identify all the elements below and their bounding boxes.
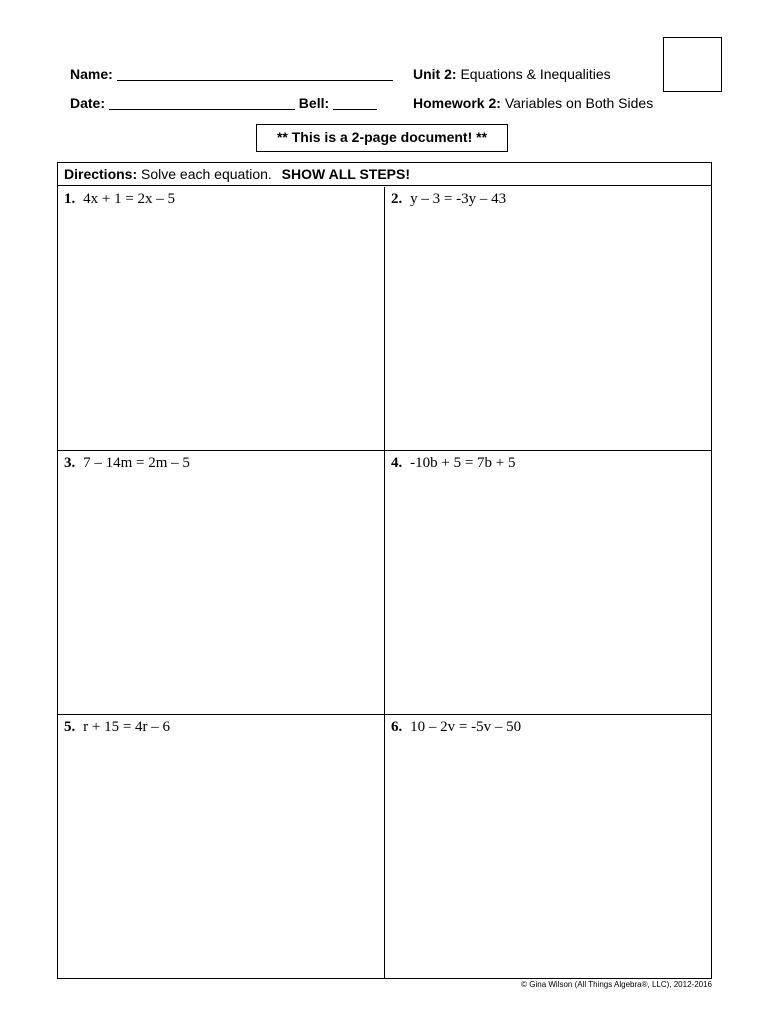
- homework-title: [413, 95, 653, 111]
- bell-blank[interactable]: [333, 95, 377, 110]
- homework-label: Homework 2:: [413, 95, 501, 111]
- score-box[interactable]: [663, 37, 722, 92]
- unit-title: [413, 66, 611, 82]
- date-label: Date:: [70, 95, 106, 111]
- directions-emphasis: SHOW ALL STEPS!: [281, 166, 411, 182]
- homework-text: Variables on Both Sides: [504, 95, 654, 111]
- problem-number: 5.: [64, 719, 76, 735]
- problem-number: 3.: [64, 455, 76, 471]
- problem-cell-2[interactable]: [385, 187, 711, 450]
- directions: [58, 163, 711, 186]
- problem-number: 1.: [64, 191, 76, 207]
- problem-cell-3[interactable]: [58, 451, 384, 714]
- date-field: [70, 95, 377, 111]
- problem-cell-1[interactable]: [58, 187, 384, 450]
- problem-equation: 10 – 2v = -5v – 50: [410, 719, 522, 735]
- name-field: [70, 66, 393, 82]
- problem-cell-5[interactable]: [58, 715, 384, 978]
- unit-label: Unit 2:: [413, 66, 457, 82]
- directions-text: Solve each equation.: [141, 166, 272, 182]
- problem-number: 2.: [391, 191, 403, 207]
- problem-equation: r + 15 = 4r – 6: [83, 719, 171, 735]
- problem-equation: 4x + 1 = 2x – 5: [83, 191, 176, 207]
- date-blank[interactable]: [109, 95, 295, 110]
- bell-label: Bell:: [298, 95, 330, 111]
- problem-grid: [57, 162, 712, 979]
- problem-equation: 7 – 14m = 2m – 5: [83, 455, 190, 471]
- name-label: Name:: [70, 66, 113, 82]
- directions-label: Directions:: [64, 166, 138, 182]
- problem-cell-4[interactable]: [385, 451, 711, 714]
- problem-equation: y – 3 = -3y – 43: [410, 191, 507, 207]
- name-blank[interactable]: [117, 66, 393, 81]
- problem-equation: -10b + 5 = 7b + 5: [410, 455, 516, 471]
- problem-cell-6[interactable]: [385, 715, 711, 978]
- problem-number: 6.: [391, 719, 403, 735]
- copyright-notice: © Gina Wilson (All Things Algebra®, LLC), 2012-2016: [521, 980, 712, 989]
- problem-number: 4.: [391, 455, 403, 471]
- two-page-notice: ** This is a 2-page document! **: [256, 124, 508, 152]
- unit-text: Equations & Inequalities: [460, 66, 611, 82]
